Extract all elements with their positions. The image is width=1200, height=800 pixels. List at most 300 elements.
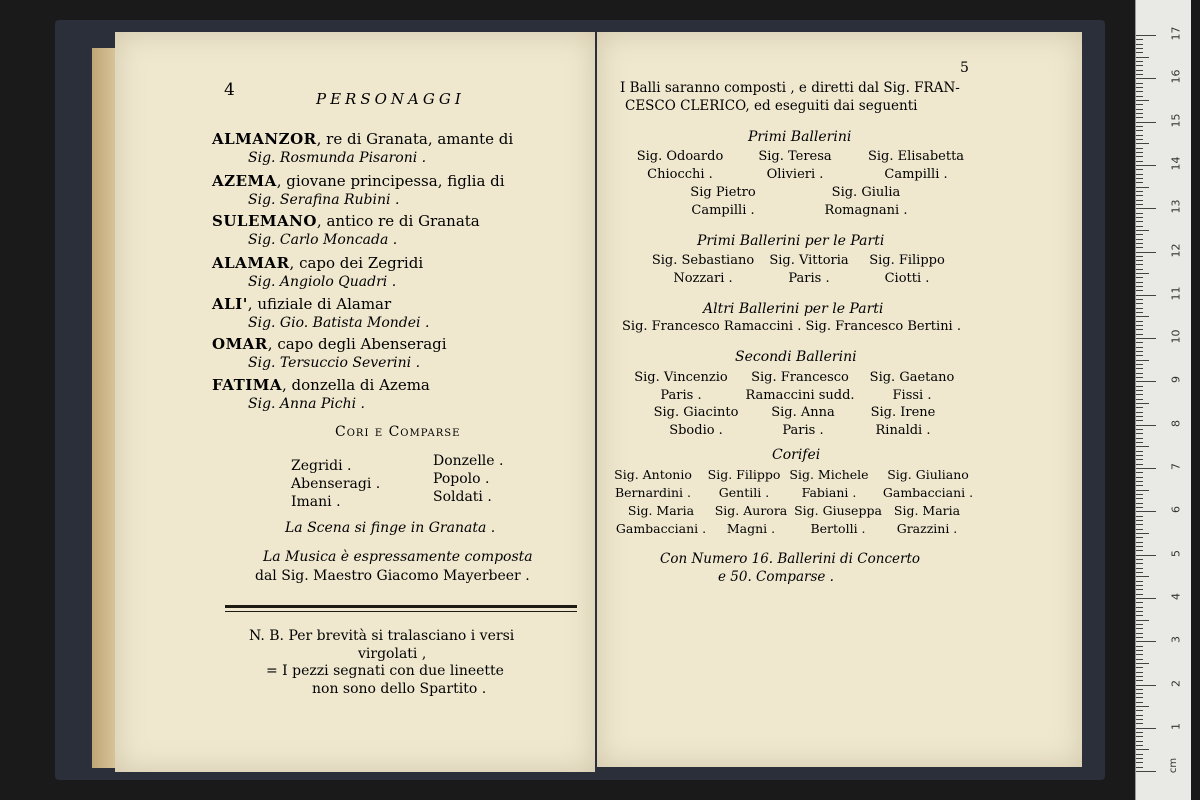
ruler-tick: [1136, 559, 1143, 560]
ruler-tick: [1136, 52, 1143, 53]
intro-line-2: CESCO CLERICO, ed eseguiti dai seguenti: [625, 98, 918, 114]
ruler-tick: [1136, 503, 1143, 504]
ruler-tick: [1136, 490, 1149, 491]
ruler-number: 8: [1169, 419, 1183, 427]
ruler-tick: [1136, 113, 1143, 114]
ruler-tick: [1136, 143, 1149, 144]
ruler-tick: [1136, 87, 1143, 88]
ruler-number: 3: [1169, 636, 1183, 644]
dancer-first-name: Sig. Vittoria: [769, 253, 849, 268]
ruler-tick: [1136, 667, 1143, 668]
dancer-surname: Grazzini .: [896, 521, 958, 536]
ruler-tick: [1136, 247, 1143, 248]
dancer-surname: Gentili .: [718, 485, 770, 500]
dancer-first-name: Sig. Vincenzio: [634, 370, 728, 385]
character-entry: [212, 254, 423, 292]
dancer-first-name: Sig. Maria: [893, 503, 961, 518]
character-entry: [212, 335, 447, 373]
ruler-tick: [1136, 65, 1143, 66]
ruler-tick: [1136, 758, 1143, 759]
ruler-tick: [1136, 126, 1143, 127]
ruler-tick: [1136, 620, 1149, 621]
dancer-first-name: Sig. Maria: [627, 503, 695, 518]
ruler-tick: [1136, 191, 1143, 192]
ruler-tick: [1136, 555, 1156, 556]
ruler-tick: [1136, 568, 1143, 569]
character-name: OMAR: [212, 335, 268, 353]
ruler-tick: [1136, 455, 1143, 456]
concerto-line-2: e 50. Comparse .: [718, 569, 834, 585]
ruler-tick: [1136, 641, 1156, 642]
dancer-surname: Paris .: [782, 423, 824, 438]
character-role: , donzella di Azema: [282, 376, 430, 394]
dancer-first-name: Sig. Filippo: [869, 253, 945, 268]
nb-line-2: virgolati ,: [358, 646, 427, 662]
dancer-first-name: Sig. Irene: [870, 405, 936, 420]
ruler-tick: [1136, 676, 1143, 677]
ruler-tick: [1136, 650, 1143, 651]
ruler-tick: [1136, 706, 1149, 707]
ruler-tick: [1136, 633, 1143, 634]
ruler-tick: [1136, 624, 1143, 625]
ruler-tick: [1136, 485, 1143, 486]
ruler-tick: [1136, 611, 1143, 612]
ruler-tick: [1136, 226, 1143, 227]
chorus-item: Soldati .: [433, 489, 492, 505]
character-entry: [212, 376, 430, 414]
personaggi-heading: PERSONAGGI: [316, 90, 465, 108]
ruler-tick: [1136, 438, 1143, 439]
ruler-tick: [1136, 464, 1143, 465]
dancer-surname: Olivieri .: [766, 167, 824, 182]
ruler-tick: [1136, 230, 1149, 231]
secondi-title: Secondi Ballerini: [735, 349, 857, 365]
character-actor: Sig. Rosmunda Pisaroni .: [248, 150, 427, 166]
ruler-tick: [1136, 269, 1143, 270]
ruler-tick: [1136, 70, 1143, 71]
intro-line-1: I Balli saranno composti , e diretti dal Sig. FRAN-: [620, 80, 960, 96]
ruler-tick: [1136, 403, 1149, 404]
character-actor: Sig. Anna Pichi .: [248, 396, 366, 412]
ruler-tick: [1136, 728, 1156, 729]
ruler-number: 10: [1169, 329, 1183, 344]
character-name: ALI': [212, 295, 248, 313]
ruler-tick: [1136, 355, 1143, 356]
ruler-tick: [1136, 321, 1143, 322]
ruler-tick: [1136, 680, 1143, 681]
character-entry: [212, 212, 480, 250]
ruler-tick: [1136, 394, 1143, 395]
dancer-surname: Gambacciani .: [882, 485, 974, 500]
divider-thin: [225, 611, 577, 612]
dancer-entry: [858, 466, 998, 502]
ruler-tick: [1136, 537, 1143, 538]
ruler-tick: [1136, 277, 1143, 278]
dancer-surname: Ciotti .: [884, 271, 930, 286]
ruler-number: 4: [1169, 592, 1183, 600]
ruler-tick: [1136, 754, 1143, 755]
ruler-tick: [1136, 472, 1143, 473]
ruler-tick: [1136, 148, 1143, 149]
music-line-1: La Musica è espressamente composta: [263, 549, 533, 565]
ruler-number: 9: [1169, 376, 1183, 384]
ruler-tick: [1136, 213, 1143, 214]
parti-title: Primi Ballerini per le Parti: [697, 233, 885, 249]
ruler-tick: [1136, 685, 1156, 686]
dancer-surname: Bernardini .: [614, 485, 692, 500]
ruler-tick: [1136, 723, 1143, 724]
ruler-tick: [1136, 39, 1143, 40]
corifei-title: Corifei: [772, 447, 821, 463]
character-actor: Sig. Tersuccio Severini .: [248, 355, 421, 371]
ruler-tick: [1136, 637, 1143, 638]
ruler-tick: [1136, 689, 1143, 690]
ruler-tick: [1136, 693, 1143, 694]
ruler-tick: [1136, 468, 1156, 469]
ruler-tick: [1136, 581, 1143, 582]
ruler-tick: [1136, 57, 1149, 58]
ruler-tick: [1136, 481, 1143, 482]
chorus-item: Imani .: [291, 494, 341, 510]
ruler-tick: [1136, 100, 1149, 101]
ruler-tick: [1136, 156, 1143, 157]
ruler-tick: [1136, 589, 1143, 590]
ruler-tick: [1136, 520, 1143, 521]
ruler-tick: [1136, 429, 1143, 430]
ruler-number: 12: [1169, 243, 1183, 257]
dancer-first-name: Sig. Teresa: [758, 149, 832, 164]
dancer-surname: Romagnani .: [824, 203, 908, 218]
ruler-tick: [1136, 628, 1143, 629]
dancer-first-name: Sig. Giulia: [831, 185, 901, 200]
ruler-tick: [1136, 494, 1143, 495]
character-role: , capo degli Abenseragi: [267, 335, 447, 353]
character-role: , giovane principessa, figlia di: [276, 172, 505, 190]
ruler-tick: [1136, 368, 1143, 369]
character-name: ALMANZOR: [212, 130, 317, 148]
ruler-tick: [1136, 187, 1149, 188]
dancer-first-name: Sig. Michele: [789, 467, 869, 482]
character-actor: Sig. Serafina Rubini .: [248, 192, 400, 208]
dancer-surname: Rinaldi .: [875, 423, 931, 438]
chorus-title: Cori e Comparse: [335, 424, 461, 440]
ruler-number: 16: [1169, 69, 1183, 84]
ruler-tick: [1136, 273, 1149, 274]
ruler-tick: [1136, 290, 1143, 291]
ruler-tick: [1136, 78, 1156, 79]
ruler-tick: [1136, 719, 1143, 720]
ruler-tick: [1136, 550, 1143, 551]
ruler-tick: [1136, 732, 1143, 733]
ruler-tick: [1136, 654, 1143, 655]
ruler-tick: [1136, 659, 1143, 660]
dancer-first-name: Sig. Antonio: [614, 467, 692, 482]
chorus-item: Zegridi .: [291, 458, 352, 474]
ruler-tick: [1136, 511, 1156, 512]
ruler-tick: [1136, 710, 1143, 711]
ruler-tick: [1136, 182, 1143, 183]
ruler-tick: [1136, 516, 1143, 517]
scene-note: La Scena si finge in Granata .: [285, 520, 496, 536]
ruler-number: 2: [1169, 679, 1183, 687]
ruler-tick: [1136, 646, 1143, 647]
ruler-tick: [1136, 615, 1143, 616]
dancer-surname: Gambacciani .: [615, 521, 707, 536]
nb-line-4: non sono dello Spartito .: [312, 681, 487, 697]
dancer-entry: [857, 502, 997, 538]
chorus-left-column: [291, 457, 380, 511]
dancer-surname: Magni .: [726, 521, 776, 536]
ruler-tick: [1136, 282, 1143, 283]
character-role: , re di Granata, amante di: [316, 130, 514, 148]
ruler-tick: [1136, 200, 1143, 201]
ruler-tick: [1136, 338, 1156, 339]
ruler-tick: [1136, 169, 1143, 170]
chorus-item: Abenseragi .: [291, 476, 381, 492]
ruler-tick: [1136, 83, 1143, 84]
character-role: , ufiziale di Alamar: [247, 295, 392, 313]
ruler-tick: [1136, 390, 1143, 391]
ruler-tick: [1136, 264, 1143, 265]
dancer-first-name: Sig. Anna: [771, 405, 835, 420]
chorus-right-column: [433, 452, 503, 506]
ruler-tick: [1136, 572, 1143, 573]
altri-line: Sig. Francesco Ramaccini . Sig. Francesco Bertini .: [622, 319, 961, 334]
ruler-tick: [1136, 607, 1143, 608]
ruler-tick: [1136, 351, 1143, 352]
ruler-tick: [1136, 377, 1143, 378]
ruler-tick: [1136, 546, 1143, 547]
character-name: FATIMA: [212, 376, 283, 394]
chorus-item: Donzelle .: [433, 453, 504, 469]
ruler-tick: [1136, 407, 1143, 408]
ruler-number: 14: [1169, 156, 1183, 171]
ruler-tick: [1136, 420, 1143, 421]
dancer-surname: Chiocchi .: [647, 167, 713, 182]
ruler-tick: [1136, 585, 1143, 586]
measuring-ruler: [1135, 0, 1191, 800]
character-entry: [212, 172, 505, 210]
dancer-entry: [653, 184, 793, 220]
dancer-entry: [833, 404, 973, 440]
ruler-tick: [1136, 533, 1149, 534]
ruler-tick: [1136, 563, 1143, 564]
dancer-first-name: Sig. Francesco: [751, 370, 849, 385]
ruler-tick: [1136, 386, 1143, 387]
ruler-tick: [1136, 446, 1149, 447]
dancer-entry: [725, 148, 865, 184]
ruler-tick: [1136, 316, 1149, 317]
nb-line-1: N. B. Per brevità si tralasciano i versi: [249, 628, 515, 644]
ruler-tick: [1136, 702, 1143, 703]
ruler-tick: [1136, 178, 1143, 179]
character-entry: [212, 130, 513, 168]
ruler-tick: [1136, 459, 1143, 460]
dancer-first-name: Sig. Elisabetta: [867, 149, 965, 164]
dancer-surname: Paris .: [788, 271, 830, 286]
ruler-tick: [1136, 381, 1156, 382]
ruler-tick: [1136, 165, 1156, 166]
ruler-tick: [1136, 576, 1149, 577]
dancer-surname: Nozzari .: [673, 271, 733, 286]
dancer-surname: Fissi .: [892, 388, 932, 403]
ruler-tick: [1136, 256, 1143, 257]
ruler-number: 7: [1169, 463, 1183, 470]
concerto-line-1: Con Numero 16. Ballerini di Concerto: [660, 551, 921, 567]
primi-ballerini-title: Primi Ballerini: [748, 129, 852, 145]
ruler-tick: [1136, 745, 1143, 746]
ruler-tick: [1136, 498, 1143, 499]
ruler-tick: [1136, 767, 1143, 768]
ruler-tick: [1136, 672, 1143, 673]
dancer-surname: Bertolli .: [810, 521, 866, 536]
character-entry: [212, 295, 429, 333]
character-actor: Sig. Gio. Batista Mondei .: [248, 315, 430, 331]
ruler-tick: [1136, 771, 1156, 772]
ruler-tick: [1136, 295, 1156, 296]
ruler-tick: [1136, 542, 1143, 543]
ruler-tick: [1136, 325, 1143, 326]
dancer-surname: Fabiani .: [801, 485, 857, 500]
ruler-tick: [1136, 373, 1143, 374]
ruler-tick: [1136, 425, 1156, 426]
ruler-number: 11: [1169, 286, 1183, 301]
character-actor: Sig. Angiolo Quadri .: [248, 274, 397, 290]
ruler-tick: [1136, 208, 1156, 209]
dancer-first-name: Sig. Sebastiano: [651, 253, 755, 268]
ruler-tick: [1136, 715, 1143, 716]
ruler-tick: [1136, 736, 1143, 737]
dancer-surname: Ramaccini sudd.: [745, 388, 855, 403]
ruler-tick: [1136, 221, 1143, 222]
ruler-tick: [1136, 433, 1143, 434]
ruler-number: 15: [1169, 113, 1183, 128]
ruler-tick: [1136, 762, 1143, 763]
dancer-entry: [796, 184, 936, 220]
ruler-number: 1: [1169, 722, 1183, 730]
dancer-first-name: Sig. Gaetano: [869, 370, 955, 385]
ruler-tick: [1136, 260, 1143, 261]
dancer-first-name: Sig Pietro: [690, 185, 756, 200]
character-role: , antico re di Granata: [316, 212, 480, 230]
dancer-surname: Sbodio .: [669, 423, 723, 438]
ruler-number: 5: [1169, 549, 1183, 557]
right-page-number: 5: [960, 60, 969, 76]
ruler-tick: [1136, 195, 1143, 196]
ruler-tick: [1136, 252, 1156, 253]
ruler-tick: [1136, 139, 1143, 140]
dancer-surname: Paris .: [660, 388, 702, 403]
ruler-tick: [1136, 161, 1143, 162]
ruler-tick: [1136, 697, 1143, 698]
divider-thick: [225, 605, 577, 608]
ruler-tick: [1136, 96, 1143, 97]
dancer-entry: [842, 369, 982, 405]
character-role: , capo dei Zegridi: [289, 254, 424, 272]
ruler-tick: [1136, 347, 1143, 348]
ruler-tick: [1136, 243, 1143, 244]
ruler-tick: [1136, 602, 1143, 603]
ruler-tick: [1136, 48, 1143, 49]
ruler-tick: [1136, 741, 1143, 742]
dancer-entry: [837, 252, 977, 288]
ruler-tick: [1136, 329, 1143, 330]
character-name: ALAMAR: [212, 254, 290, 272]
ruler-tick: [1136, 594, 1143, 595]
ruler-tick: [1136, 303, 1143, 304]
ruler-tick: [1136, 35, 1156, 36]
ruler-tick: [1136, 524, 1143, 525]
character-actor: Sig. Carlo Moncada .: [248, 232, 398, 248]
ruler-tick: [1136, 61, 1143, 62]
ruler-tick: [1136, 234, 1143, 235]
ruler-tick: [1136, 239, 1143, 240]
ruler-tick: [1136, 135, 1143, 136]
chorus-item: Popolo .: [433, 471, 490, 487]
ruler-tick: [1136, 122, 1156, 123]
ruler-tick: [1136, 342, 1143, 343]
ruler-tick: [1136, 104, 1143, 105]
dancer-first-name: Sig. Giuseppa: [794, 503, 882, 518]
ruler-tick: [1136, 477, 1143, 478]
ruler-number: 13: [1169, 199, 1183, 214]
ruler-tick: [1136, 442, 1143, 443]
ruler-tick: [1136, 598, 1156, 599]
ruler-tick: [1136, 204, 1143, 205]
character-name: AZEMA: [212, 172, 277, 190]
dancer-first-name: Sig. Filippo: [707, 467, 781, 482]
ruler-tick: [1136, 308, 1143, 309]
dancer-surname: Campilli .: [691, 203, 755, 218]
ruler-number: 6: [1169, 506, 1183, 514]
ruler-tick: [1136, 286, 1143, 287]
music-line-2: dal Sig. Maestro Giacomo Mayerbeer .: [255, 568, 530, 584]
ruler-tick: [1136, 749, 1149, 750]
ruler-unit: cm: [1168, 757, 1180, 774]
ruler-tick: [1136, 334, 1143, 335]
ruler-tick: [1136, 174, 1143, 175]
ruler-tick: [1136, 364, 1143, 365]
dancer-first-name: Sig. Odoardo: [636, 149, 724, 164]
ruler-tick: [1136, 44, 1143, 45]
ruler-tick: [1136, 74, 1143, 75]
ruler-tick: [1136, 117, 1143, 118]
ruler-number: 17: [1169, 26, 1183, 41]
ruler-tick: [1136, 109, 1143, 110]
nb-line-3: = I pezzi segnati con due lineette: [266, 663, 504, 679]
ruler-tick: [1136, 399, 1143, 400]
ruler-tick: [1136, 360, 1149, 361]
ruler-tick: [1136, 130, 1143, 131]
ruler-tick: [1136, 217, 1143, 218]
character-name: SULEMANO: [212, 212, 317, 230]
ruler-tick: [1136, 299, 1143, 300]
dancer-first-name: Sig. Giacinto: [653, 405, 739, 420]
ruler-tick: [1136, 152, 1143, 153]
ruler-tick: [1136, 663, 1149, 664]
ruler-tick: [1136, 91, 1143, 92]
altri-title: Altri Ballerini per le Parti: [703, 301, 884, 317]
ruler-tick: [1136, 416, 1143, 417]
dancer-first-name: Sig. Aurora: [714, 503, 788, 518]
ruler-tick: [1136, 529, 1143, 530]
left-page-number: 4: [224, 80, 235, 100]
dancer-first-name: Sig. Giuliano: [887, 467, 969, 482]
ruler-tick: [1136, 451, 1143, 452]
dancer-entry: [846, 148, 986, 184]
ruler-tick: [1136, 412, 1143, 413]
dancer-surname: Campilli .: [884, 167, 948, 182]
